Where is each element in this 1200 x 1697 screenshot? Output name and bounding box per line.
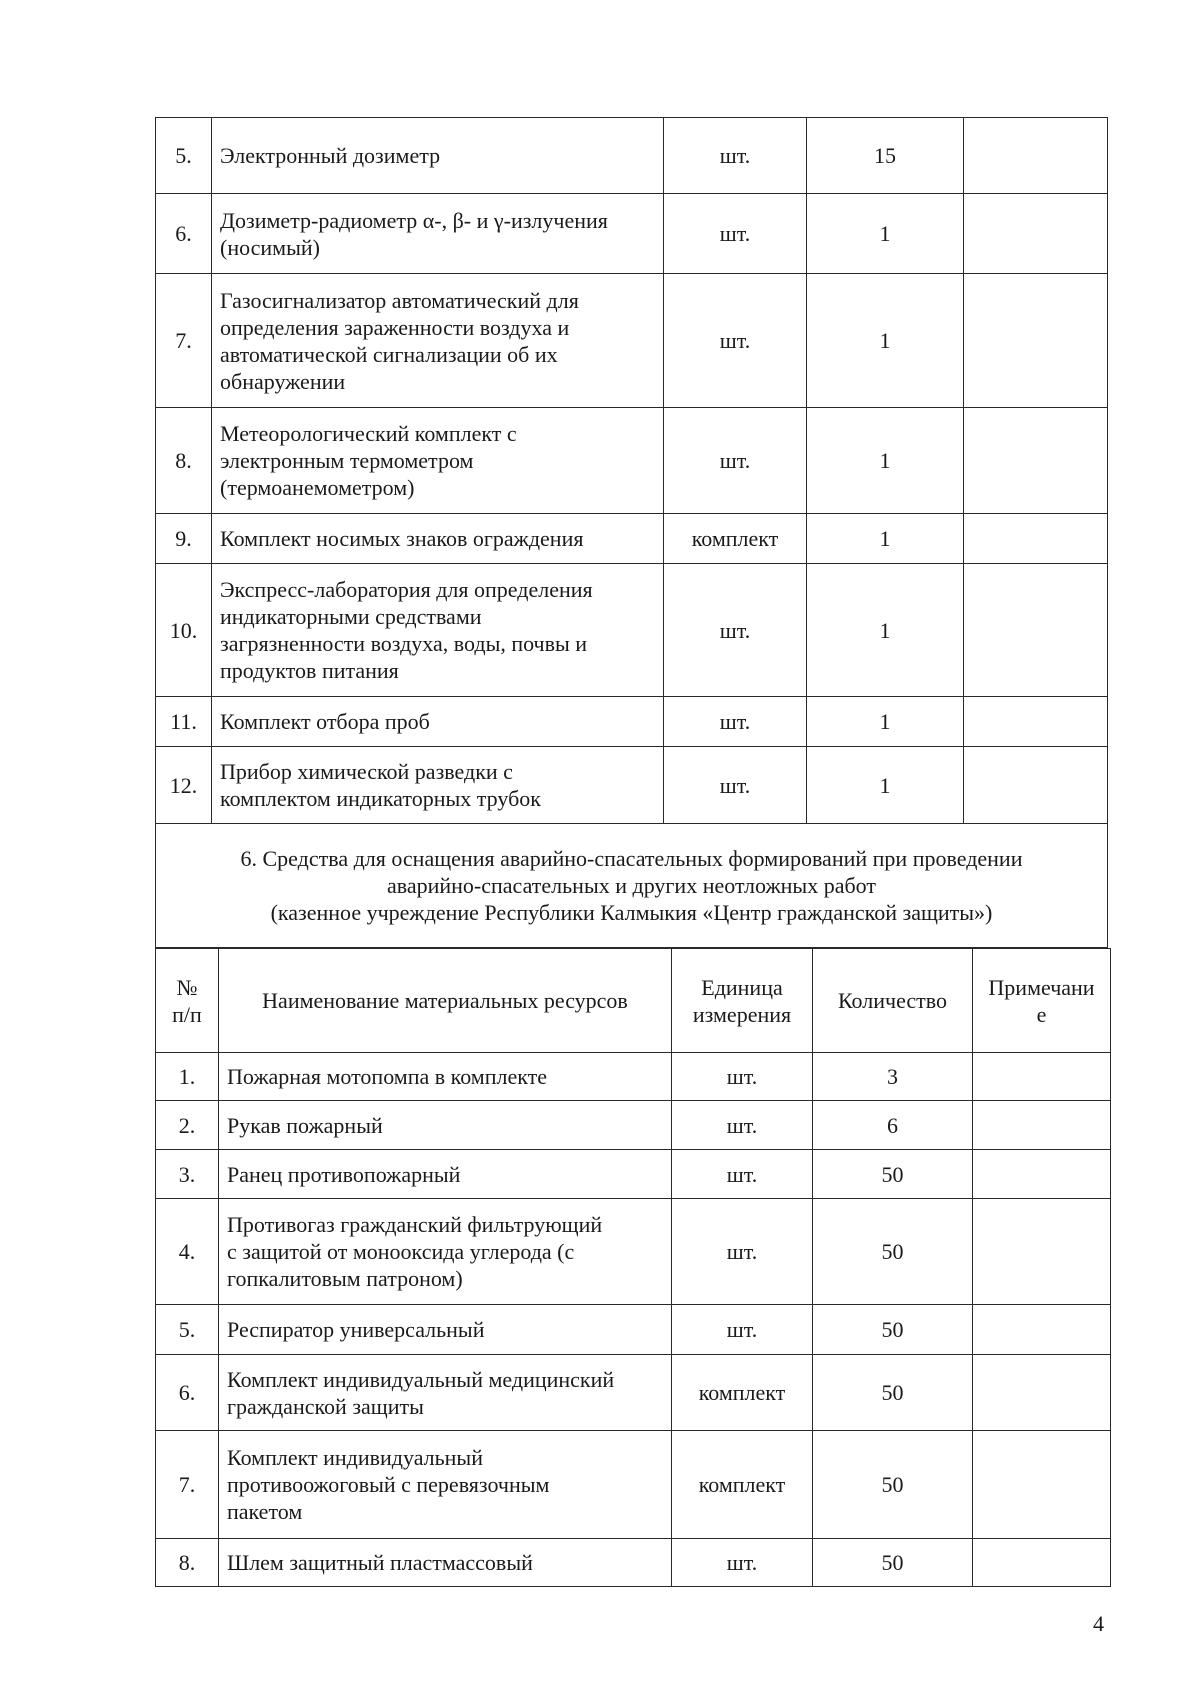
unit-of-measure: шт.: [672, 1150, 813, 1199]
unit-of-measure: комплект: [672, 1431, 813, 1539]
quantity: 50: [813, 1150, 973, 1199]
resource-name-line: Рукав пожарный: [227, 1112, 383, 1138]
table-row: [156, 1431, 1111, 1539]
resource-name-line: автоматической сигнализации об их: [220, 341, 558, 367]
table-row: [156, 1539, 1111, 1587]
unit-of-measure: шт.: [664, 747, 807, 824]
resource-name: [212, 118, 664, 194]
resource-name-line: Противогаз гражданский фильтрующий: [227, 1212, 603, 1237]
note: [973, 1431, 1111, 1539]
row-number: 5.: [156, 1305, 219, 1355]
section-6-resources-table: [155, 948, 1111, 1587]
quantity: 3: [813, 1053, 973, 1101]
table-row: [156, 1355, 1111, 1431]
unit-of-measure: комплект: [664, 514, 807, 564]
resource-name: [219, 1053, 672, 1101]
resource-name-line: продуктов питания: [220, 658, 399, 683]
resource-name-line: противоожоговый с перевязочным: [227, 1472, 550, 1497]
resource-name: [219, 1199, 672, 1305]
row-number: 1.: [156, 1053, 219, 1101]
row-number: 8.: [156, 408, 212, 514]
resource-name-line: индикаторными средствами: [220, 604, 482, 629]
section-title-line: (казенное учреждение Республики Калмыкия «Центр гражданской защиты»): [270, 900, 993, 925]
unit-of-measure: комплект: [672, 1355, 813, 1431]
table-header-row: [156, 949, 1111, 1053]
resource-name-line: электронным термометром: [220, 448, 474, 473]
resource-name: [219, 1355, 672, 1431]
resource-name: [212, 697, 664, 747]
quantity: 6: [813, 1101, 973, 1150]
header-unit-line: Единица: [701, 974, 783, 1000]
unit-of-measure: шт.: [672, 1053, 813, 1101]
row-number: 2.: [156, 1101, 219, 1150]
resource-name: [219, 1305, 672, 1355]
quantity: 1: [807, 274, 964, 408]
resource-name-line: Ранец противопожарный: [227, 1161, 461, 1187]
header-quantity: Количество: [813, 949, 973, 1053]
table-row: [156, 747, 1108, 824]
header-number-line: п/п: [172, 1001, 202, 1027]
resource-name-line: Газосигнализатор автоматический для: [220, 287, 579, 313]
resource-name: [212, 514, 664, 564]
note: [973, 1053, 1111, 1101]
note: [973, 1305, 1111, 1355]
quantity: 50: [813, 1199, 973, 1305]
resource-name: [219, 1539, 672, 1587]
note: [964, 274, 1108, 408]
resource-name: [212, 564, 664, 697]
table-row: [156, 1199, 1111, 1305]
table-row: [156, 697, 1108, 747]
resources-table-continued: [155, 117, 1108, 948]
header-note-line: е: [1036, 1001, 1047, 1027]
row-number: 11.: [156, 697, 212, 747]
quantity: 1: [807, 564, 964, 697]
note: [964, 194, 1108, 274]
page-number: 4: [1093, 1611, 1104, 1636]
table-row: [156, 194, 1108, 274]
quantity: 1: [807, 408, 964, 514]
unit-of-measure: шт.: [664, 697, 807, 747]
note: [964, 408, 1108, 514]
note: [973, 1101, 1111, 1150]
table-row: [156, 1101, 1111, 1150]
resource-name-line: Экспресс-лаборатория для определения: [220, 577, 593, 602]
quantity: 1: [807, 697, 964, 747]
resource-name-line: Комплект индивидуальный медицинский: [227, 1366, 615, 1392]
resource-name-line: гопкалитовым патроном): [227, 1266, 463, 1291]
resource-name-line: обнаружении: [220, 368, 346, 394]
quantity: 1: [807, 514, 964, 564]
note: [964, 514, 1108, 564]
header-number-line: №: [176, 974, 198, 1000]
resource-name-line: с защитой от монооксида углерода (с: [227, 1239, 575, 1264]
section-6-resources-table-body: [156, 949, 1111, 1587]
resource-name-line: Прибор химической разведки с: [220, 759, 513, 784]
row-number: 4.: [156, 1199, 219, 1305]
row-number: 7.: [156, 1431, 219, 1539]
unit-of-measure: шт.: [664, 118, 807, 194]
header-note-line: Примечани: [988, 974, 1095, 1000]
resource-name: [212, 408, 664, 514]
row-number: 5.: [156, 118, 212, 194]
note: [964, 697, 1108, 747]
header-unit: [672, 949, 813, 1053]
resource-name: [219, 1101, 672, 1150]
quantity: 50: [813, 1539, 973, 1587]
row-number: 8.: [156, 1539, 219, 1587]
note: [973, 1355, 1111, 1431]
resource-name: [219, 1150, 672, 1199]
resource-name-line: Комплект отбора проб: [220, 709, 430, 734]
table-row: [156, 1053, 1111, 1101]
unit-of-measure: шт.: [664, 194, 807, 274]
section-title-row: [156, 824, 1108, 948]
quantity: 50: [813, 1305, 973, 1355]
unit-of-measure: шт.: [672, 1199, 813, 1305]
header-number: [156, 949, 219, 1053]
resource-name-line: комплектом индикаторных трубок: [220, 786, 541, 811]
resource-name-line: Пожарная мотопомпа в комплекте: [227, 1064, 547, 1089]
quantity: 15: [807, 118, 964, 194]
table-row: [156, 1150, 1111, 1199]
note: [973, 1199, 1111, 1305]
row-number: 3.: [156, 1150, 219, 1199]
table-row: [156, 564, 1108, 697]
section-title-line: 6. Средства для оснащения аварийно-спасательных формирований при проведении: [240, 846, 1023, 871]
resource-name-line: Метеорологический комплект с: [220, 421, 517, 446]
table-row: [156, 408, 1108, 514]
resource-name-line: Комплект индивидуальный: [227, 1445, 483, 1470]
row-number: 9.: [156, 514, 212, 564]
resource-name: [212, 194, 664, 274]
resource-name-line: Респиратор универсальный: [227, 1317, 485, 1342]
resource-name-line: гражданской защиты: [227, 1393, 424, 1419]
resource-name: [219, 1431, 672, 1539]
row-number: 12.: [156, 747, 212, 824]
resource-name-line: пакетом: [227, 1499, 303, 1524]
row-number: 7.: [156, 274, 212, 408]
note: [964, 564, 1108, 697]
table-row: [156, 118, 1108, 194]
quantity: 1: [807, 194, 964, 274]
note: [973, 1539, 1111, 1587]
section-title-line: аварийно-спасательных и других неотложных работ: [386, 873, 876, 898]
table-row: [156, 514, 1108, 564]
note: [964, 118, 1108, 194]
resource-name-line: (термоанемометром): [220, 475, 415, 500]
resource-name-line: (носимый): [220, 234, 320, 260]
resource-name-line: загрязненности воздуха, воды, почвы и: [220, 631, 588, 656]
table-row: [156, 274, 1108, 408]
section-title: [156, 824, 1108, 948]
header-unit-line: измерения: [692, 1001, 792, 1027]
unit-of-measure: шт.: [672, 1101, 813, 1150]
header-note: [973, 949, 1111, 1053]
resource-name-line: определения зараженности воздуха и: [220, 314, 570, 340]
resource-name: [212, 274, 664, 408]
row-number: 6.: [156, 194, 212, 274]
resource-name-line: Электронный дозиметр: [220, 143, 441, 168]
resources-table-continued-body: [156, 118, 1108, 948]
unit-of-measure: шт.: [664, 408, 807, 514]
note: [973, 1150, 1111, 1199]
table-row: [156, 1305, 1111, 1355]
quantity: 50: [813, 1355, 973, 1431]
unit-of-measure: шт.: [664, 564, 807, 697]
resource-name-line: Дозиметр-радиометр α-, β- и γ-излучения: [220, 207, 608, 233]
unit-of-measure: шт.: [672, 1539, 813, 1587]
quantity: 1: [807, 747, 964, 824]
unit-of-measure: шт.: [672, 1305, 813, 1355]
resource-name-line: Комплект носимых знаков ограждения: [220, 526, 584, 551]
header-name: Наименование материальных ресурсов: [219, 949, 672, 1053]
row-number: 10.: [156, 564, 212, 697]
note: [964, 747, 1108, 824]
unit-of-measure: шт.: [664, 274, 807, 408]
quantity: 50: [813, 1431, 973, 1539]
resource-name-line: Шлем защитный пластмассовый: [227, 1550, 533, 1575]
resource-name: [212, 747, 664, 824]
row-number: 6.: [156, 1355, 219, 1431]
